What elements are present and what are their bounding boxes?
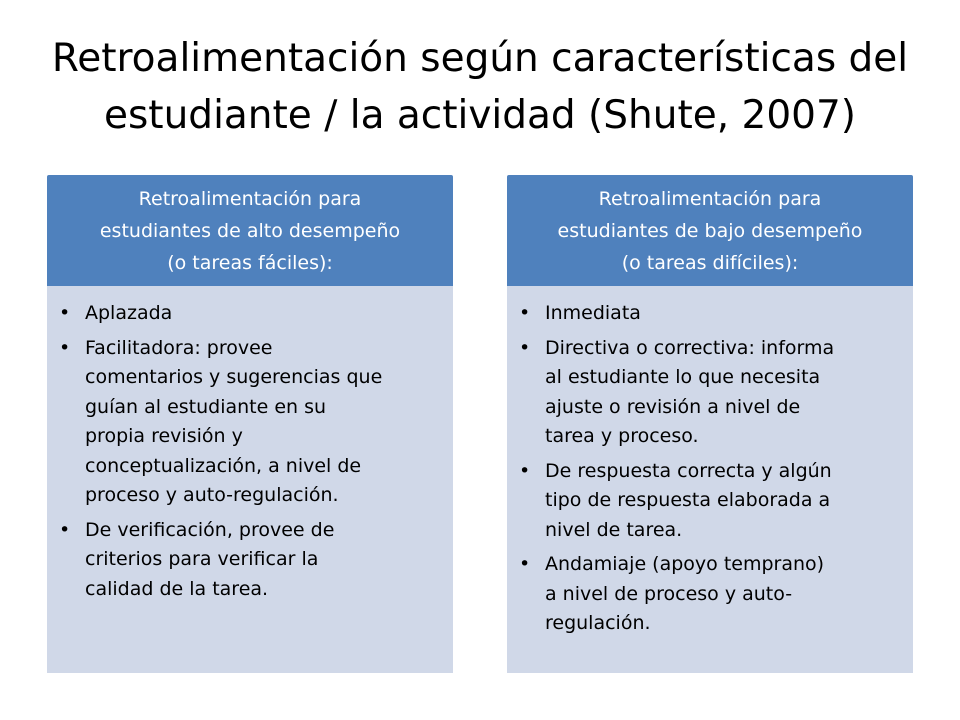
bullet-item <box>85 334 439 511</box>
header-line: estudiantes de alto desempeño <box>99 220 401 242</box>
bullet-line: • Facilitadora: provee <box>85 336 273 359</box>
header-line: (o tareas fáciles): <box>167 252 333 274</box>
bullet-line: tipo de respuesta elaborada a <box>545 489 831 511</box>
column-header <box>507 175 913 286</box>
bullet-line: • Inmediata <box>545 302 641 324</box>
bullet-line: al estudiante lo que necesita <box>545 366 821 388</box>
bullet-line: comentarios y sugerencias que <box>85 366 383 388</box>
header-line: estudiantes de bajo desempeño <box>557 220 863 242</box>
bullet-line: • De verificación, provee de <box>85 518 335 541</box>
bullet-item <box>85 299 439 329</box>
column-body <box>47 286 453 673</box>
slide-title <box>40 30 920 144</box>
low-performance-column <box>507 175 913 673</box>
header-line: Retroalimentación para <box>138 188 362 210</box>
bullet-item <box>545 550 899 639</box>
high-performance-column <box>47 175 453 673</box>
header-line: (o tareas difíciles): <box>621 252 799 274</box>
column-header <box>47 175 453 286</box>
bullet-line: • Aplazada <box>85 302 173 324</box>
slide-title-line: estudiante / la actividad (Shute, 2007) <box>103 93 857 138</box>
bullet-line: propia revisión y <box>85 425 243 447</box>
bullet-item <box>545 457 899 546</box>
bullet-line: nivel de tarea. <box>545 518 683 541</box>
bullet-line: tarea y proceso. <box>545 425 699 447</box>
slide-title-line: Retroalimentación según características del <box>51 36 909 81</box>
bullet-line: • De respuesta correcta y algún <box>545 459 832 482</box>
bullet-line: criterios para verificar la <box>85 548 319 570</box>
header-line: Retroalimentación para <box>598 188 822 210</box>
bullet-line: • Andamiaje (apoyo temprano) <box>545 553 825 575</box>
column-body <box>507 286 913 673</box>
bullet-item <box>85 516 439 605</box>
bullet-line: a nivel de proceso y auto- <box>545 582 793 605</box>
bullet-line: conceptualización, a nivel de <box>85 454 362 477</box>
bullet-item <box>545 299 899 329</box>
bullet-line: regulación. <box>545 612 651 634</box>
bullet-line: proceso y auto-regulación. <box>85 484 339 506</box>
bullet-item <box>545 334 899 452</box>
bullet-line: calidad de la tarea. <box>85 577 269 600</box>
bullet-line: • Directiva o correctiva: informa <box>545 336 835 359</box>
bullet-list <box>545 299 899 639</box>
bullet-line: ajuste o revisión a nivel de <box>545 395 801 418</box>
bullet-line: guían al estudiante en su <box>85 395 327 418</box>
bullet-list <box>85 299 439 604</box>
